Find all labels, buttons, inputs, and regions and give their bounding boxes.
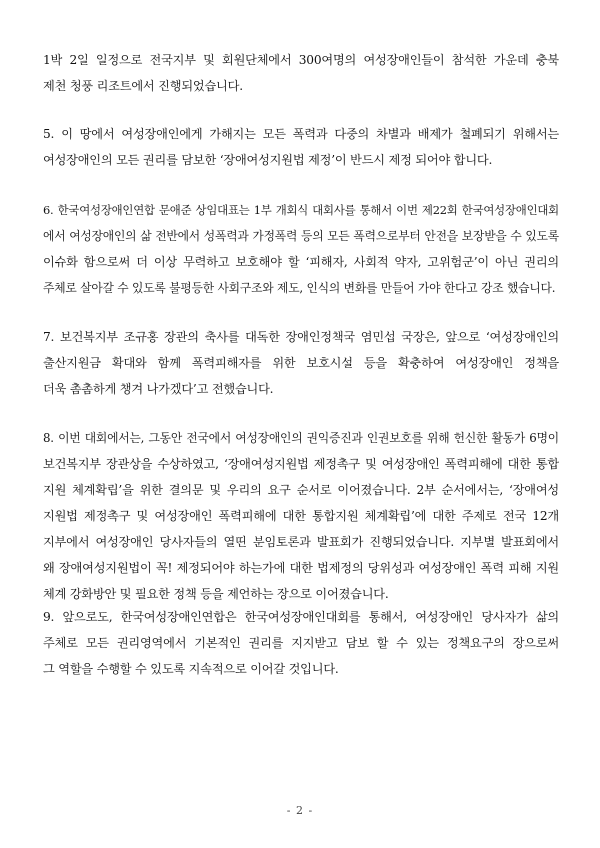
paragraph-line: 출산지원금 확대와 함께 폭력피해자를 위한 보호시설 등을 확충하여 여성장애인 정책을 [43,356,559,370]
paragraph-line: 보건복지부 장관상을 수상하였고, ‘장애여성지원법 제정촉구 및 여성장애인 폭력피해에 대한 통합 [43,457,559,471]
paragraph-line: 6. 한국여성장애인연합 문애준 상임대표는 1부 개회식 대회사를 통해서 이번 제22회 한국여성장애인대회 [43,203,559,217]
paragraph-line: 왜 장애여성지원법이 꼭! 제정되어야 하는가에 대한 법제정의 당위성과 여성장애인 폭력 피해 지원 [43,561,559,575]
paragraph-line: 에서 여성장애인의 삶 전반에서 성폭력과 가정폭력 등의 모든 폭력으로부터 안전을 보장받을 수 있도록 [43,229,559,243]
paragraph-line: 더욱 촘촘하게 챙겨 나가겠다’고 전했습니다. [43,382,274,396]
paragraph-item-9 [43,604,559,682]
paragraph-line: 체계 강화방안 및 필요한 정책 등을 제언하는 장으로 이어졌습니다. [43,587,389,601]
paragraph-line: 8. 이번 대회에서는, 그동안 전국에서 여성장애인의 권익증진과 인권보호를 위해 헌신한 활동가 6명이 [43,431,559,445]
paragraph-line: 그 역할을 수행할 수 있도록 지속적으로 이어갈 것입니다. [43,662,339,676]
paragraph-line: 이슈화 함으로써 더 이상 무력하고 보호해야 할 ‘피해자, 사회적 약자, 고위험군’이 아닌 권리의 [43,255,559,269]
paragraph-line: 지원 체계확립’을 위한 결의문 및 우리의 요구 순서로 이어졌습니다. 2부 순서에서는, ‘장애여성 [43,483,559,497]
paragraph-line: 지원법 제정촉구 및 여성장애인 폭력피해에 대한 통합지원 체계확립’에 대한 주제로 전국 12개 [43,509,559,523]
paragraph-line: 여성장애인의 모든 권리를 담보한 ‘장애여성지원법 제정’이 반드시 제정 되어야 합니다. [43,153,493,167]
paragraph-item-7 [43,324,559,402]
paragraph-line: 9. 앞으로도, 한국여성장애인연합은 한국여성장애인대회를 통해서, 여성장애인 당사자가 삶의 [43,610,559,624]
paragraph-line: 주체로 살아갈 수 있도록 불평등한 사회구조와 제도, 인식의 변화를 만들어 가야 한다고 강조 했습니다. [43,281,556,295]
paragraph-line: 지부에서 여성장애인 당사자들의 열띤 분임토론과 발표회가 진행되었습니다. 지부별 발표회에서 [43,535,559,549]
paragraph-item-8 [43,425,559,607]
paragraph-line: 제천 청풍 리조트에서 진행되었습니다. [43,79,243,93]
paragraph-event-intro [43,47,559,99]
paragraph-line: 주체로 모든 권리영역에서 기본적인 권리를 지지받고 담보 할 수 있는 정책요구의 장으로써 [43,636,559,650]
paragraph-item-6 [43,197,559,301]
paragraph-line: 1박 2일 일정으로 전국지부 및 회원단체에서 300여명의 여성장애인들이 참석한 가운데 충북 [43,53,559,67]
paragraph-item-5 [43,121,559,173]
paragraph-line: 7. 보건복지부 조규홍 장관의 축사를 대독한 장애인정책국 염민섭 국장은, 앞으로 ‘여성장애인의 [43,330,559,344]
paragraph-line: 5. 이 땅에서 여성장애인에게 가해지는 모든 폭력과 다중의 차별과 배제가 철폐되기 위해서는 [43,127,559,141]
page-number: - 2 - [286,804,314,817]
